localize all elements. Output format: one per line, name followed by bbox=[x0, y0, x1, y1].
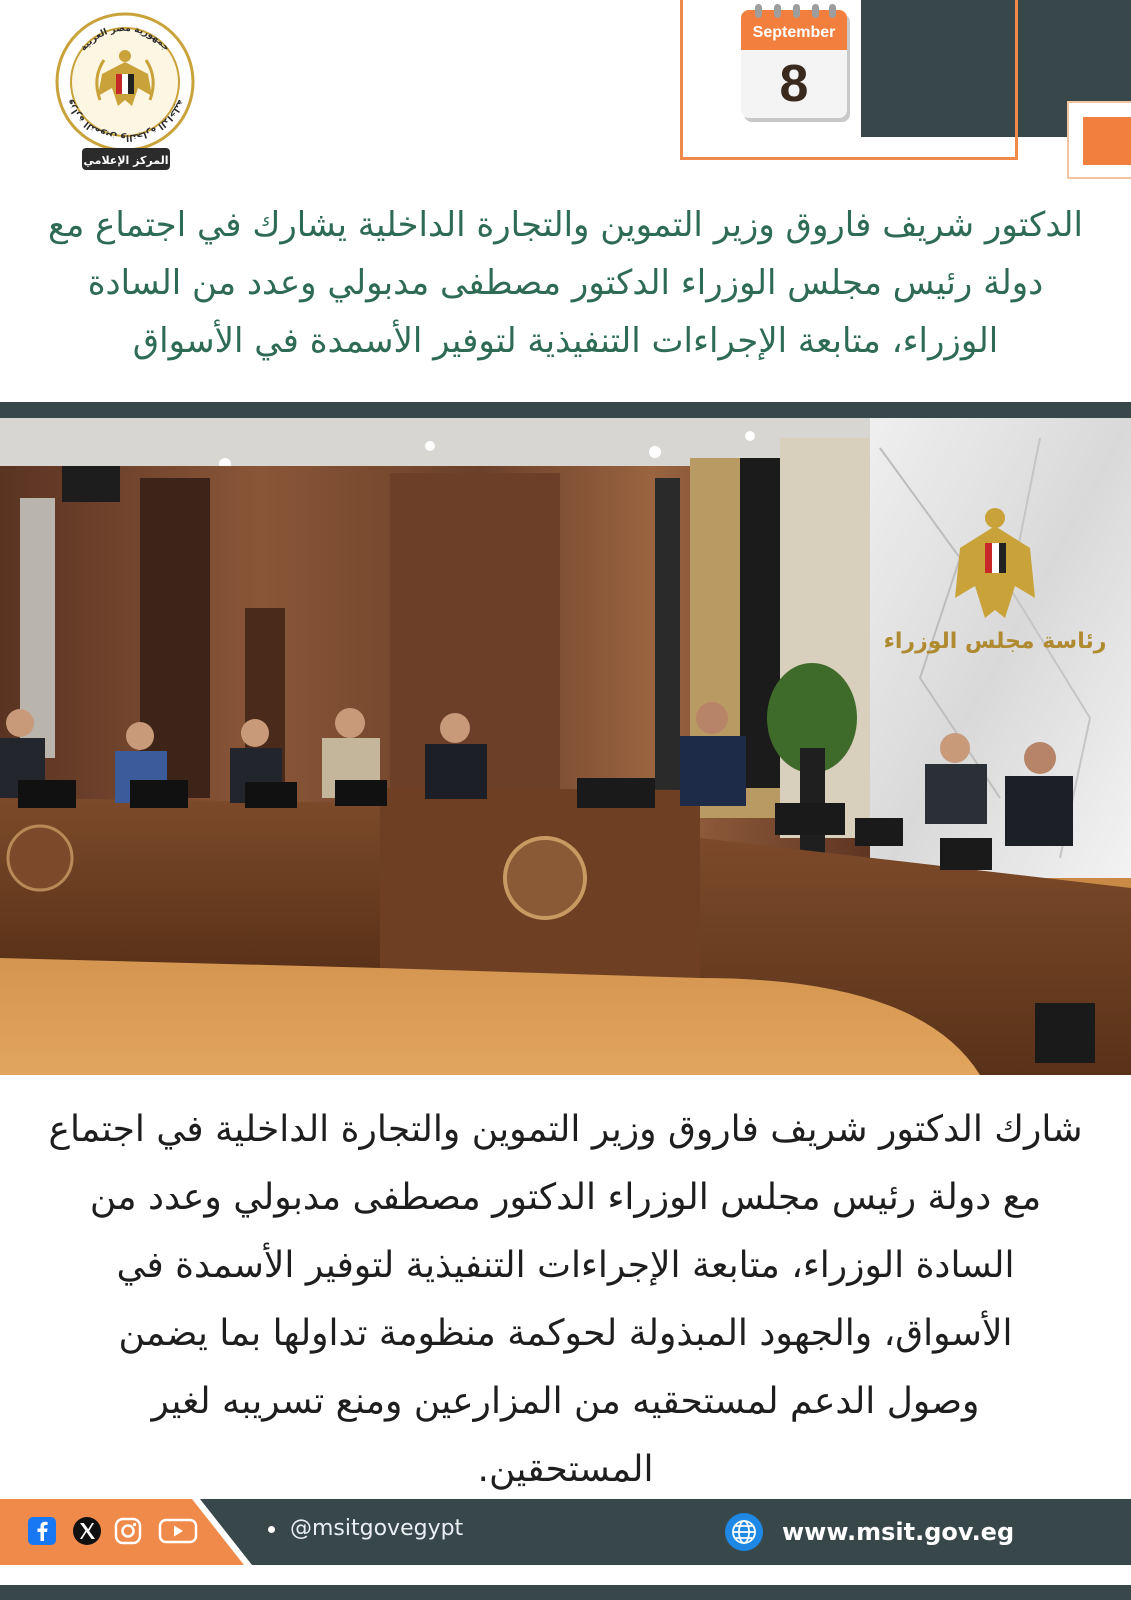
calendar-day: 8 bbox=[779, 55, 809, 113]
meeting-photo bbox=[0, 418, 1131, 1075]
headline-line: دولة رئيس مجلس الوزراء الدكتور مصطفى مدبولي وعدد من السادة bbox=[87, 263, 1044, 303]
website-link[interactable]: www.msit.gov.eg bbox=[782, 1518, 1015, 1546]
headline-line: الدكتور شريف فاروق وزير التموين والتجارة الداخلية يشارك في اجتماع مع bbox=[48, 205, 1083, 245]
globe-icon bbox=[724, 1512, 764, 1552]
plaque-text: رئاسة مجلس الوزراء bbox=[883, 629, 1107, 654]
svg-text:جمهورية مصر العربية: جمهورية مصر العربية bbox=[78, 23, 172, 54]
body-paragraph bbox=[14, 1096, 1117, 1504]
calendar-icon bbox=[741, 10, 847, 118]
bottom-strip bbox=[0, 1585, 1131, 1600]
body-line: الأسواق، والجهود المبذولة لحوكمة منظومة تداولها بما يضمن bbox=[118, 1313, 1013, 1354]
svg-text:وزارة التموين والتجارة الداخلي: وزارة التموين والتجارة الداخلية bbox=[64, 97, 186, 143]
headline bbox=[18, 196, 1113, 370]
instagram-icon[interactable] bbox=[113, 1516, 143, 1546]
photo-top-bar bbox=[0, 402, 1131, 418]
bullet-dot bbox=[268, 1526, 275, 1533]
calendar-month: September bbox=[741, 10, 847, 50]
calendar-ring bbox=[755, 4, 762, 18]
corner-orange-square bbox=[1083, 117, 1131, 165]
body-line: المستحقين. bbox=[477, 1449, 654, 1490]
calendar-ring bbox=[829, 4, 836, 18]
header-orange-frame bbox=[680, 0, 1018, 160]
calendar-ring bbox=[774, 4, 781, 18]
social-handle[interactable]: @msitgovegypt bbox=[290, 1516, 464, 1541]
body-line: وصول الدعم لمستحقيه من المزارعين ومنع تسريبه لغير bbox=[151, 1381, 980, 1422]
ministry-seal-logo bbox=[52, 8, 202, 178]
x-icon[interactable] bbox=[72, 1516, 102, 1546]
headline-line: الوزراء، متابعة الإجراءات التنفيذية لتوفير الأسمدة في الأسواق bbox=[132, 321, 999, 361]
calendar-ring bbox=[812, 4, 819, 18]
body-line: مع دولة رئيس مجلس الوزراء الدكتور مصطفى مدبولي وعدد من bbox=[89, 1177, 1042, 1218]
body-line: السادة الوزراء، متابعة الإجراءات التنفيذية لتوفير الأسمدة في bbox=[116, 1245, 1015, 1286]
body-line: شارك الدكتور شريف فاروق وزير التموين والتجارة الداخلية في اجتماع bbox=[48, 1109, 1083, 1150]
facebook-icon[interactable] bbox=[27, 1516, 57, 1546]
youtube-icon[interactable] bbox=[158, 1516, 198, 1546]
svg-text:المركز الإعلامي: المركز الإعلامي bbox=[83, 154, 169, 167]
calendar-ring bbox=[793, 4, 800, 18]
